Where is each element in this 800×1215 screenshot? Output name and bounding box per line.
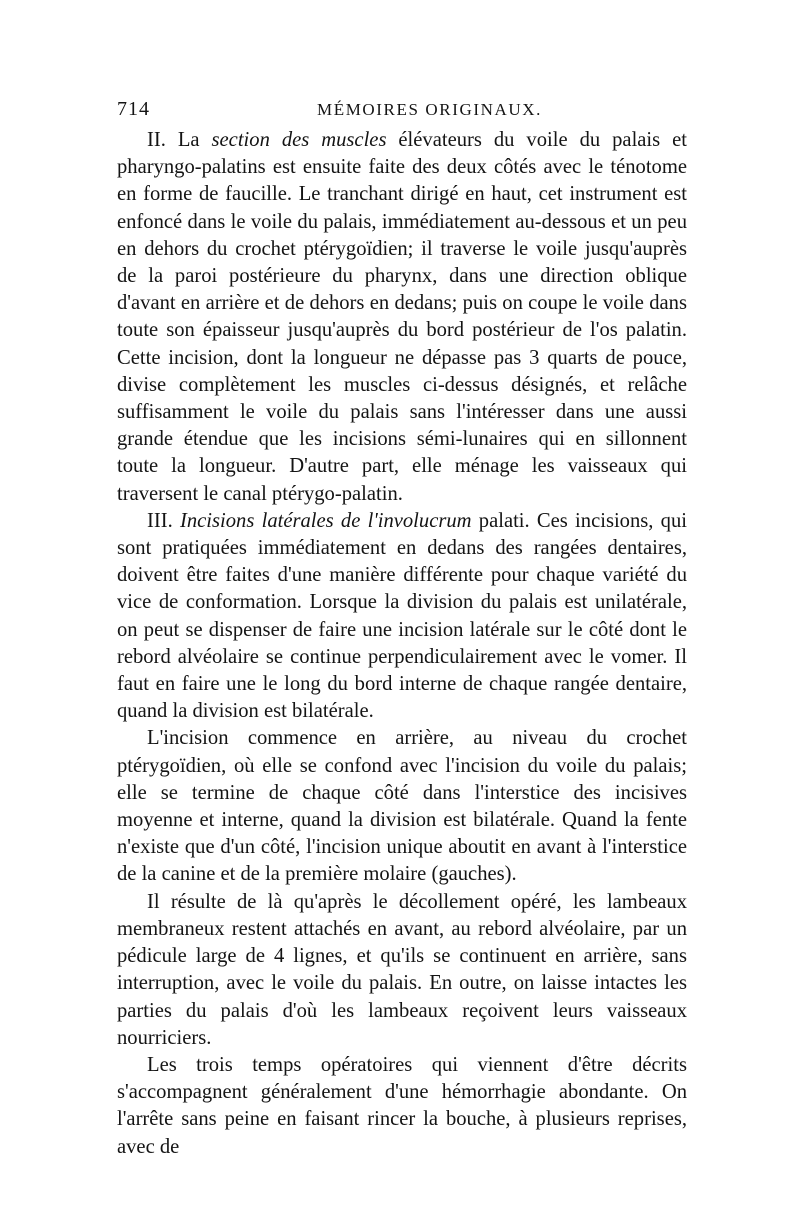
paragraph-italic: section des muscles [211, 129, 387, 151]
paragraph-lead: III. [147, 509, 180, 532]
paragraph [117, 508, 687, 726]
paragraph-lead: II. La [147, 129, 212, 151]
paragraph-text: Il résulte de là qu'après le décollement opéré, les lambeaux membraneux restent attachés en avant, au rebord alvéolaire, par un pédicule large de 4 lignes, et qu'ils se continuent en arrière, sans interruption, avec le voile du palais. En outre, on laisse intactes les parties du palais d'où les lambeaux reçoivent leurs vaisseaux nourriciers. [117, 890, 687, 1049]
paragraph [117, 725, 687, 888]
paragraph-text: L'incision commence en arrière, au niveau du crochet ptérygoïdien, où elle se confond avec l'incision du voile du palais; elle se termine de chaque côté dans l'interstice des incisives moyenne et interne, quand la division est bilatérale. Quand la fente n'existe que d'un côté, l'incision unique aboutit en avant à l'interstice de la canine et de la première molaire (gauches). [117, 727, 687, 886]
page-number: 714 [117, 98, 150, 120]
running-title: MÉMOIRES ORIGINAUX. [317, 100, 542, 119]
paragraph-text: élévateurs du voile du palais et pharyngo-palatins est ensuite faite des deux côtés avec le ténotome en forme de faucille. Le tranchant dirigé en haut, cet instrument est enfoncé dans le voile du palais, immédiatement au-dessous et un peu en dehors du crochet ptérygoïdien; il traverse le voile jusqu'auprès de la paroi postérieure du pharynx, dans une direction oblique d'avant en arrière et de dehors en dedans; puis on coupe le voile dans toute son épaisseur jusqu'auprès du bord postérieur de l'os palatin. Cette incision, dont la longueur ne dépasse pas 3 quarts de pouce, divise complètement les muscles ci-dessus désignés, et relâche suffisamment le voile du palais sans l'intéresser dans une aussi grande étendue que les incisions sémi-lunaires qui en sillonnent toute la longueur. D'autre part, elle ménage les vaisseaux qui traversent le canal ptérygo-palatin. [117, 129, 687, 505]
paragraph-text: palati. Ces incisions, qui sont pratiquées immédiatement en dedans des rangées dentaires, doivent être faites d'une manière différente pour chaque variété du vice de conformation. Lorsque la division du palais est unilatérale, on peut se dispenser de faire une incision latérale sur le côté dont le rebord alvéolaire se continue perpendiculairement avec le vomer. Il faut en faire une le long du bord interne de chaque rangée dentaire, quand la division est bilatérale. [117, 509, 687, 723]
paragraph-italic: Incisions latérales de l'involucrum [179, 509, 472, 532]
paragraph [117, 127, 687, 508]
body-text [117, 127, 687, 1161]
paragraph [117, 1052, 687, 1161]
page-header [117, 98, 687, 124]
paragraph-text: Les trois temps opératoires qui viennent d'être décrits s'accompagnent généralement d'une hémorrhagie abondante. On l'arrête sans peine en faisant rincer la bouche, à plusieurs reprises, avec de [117, 1053, 687, 1158]
paragraph [117, 889, 687, 1052]
